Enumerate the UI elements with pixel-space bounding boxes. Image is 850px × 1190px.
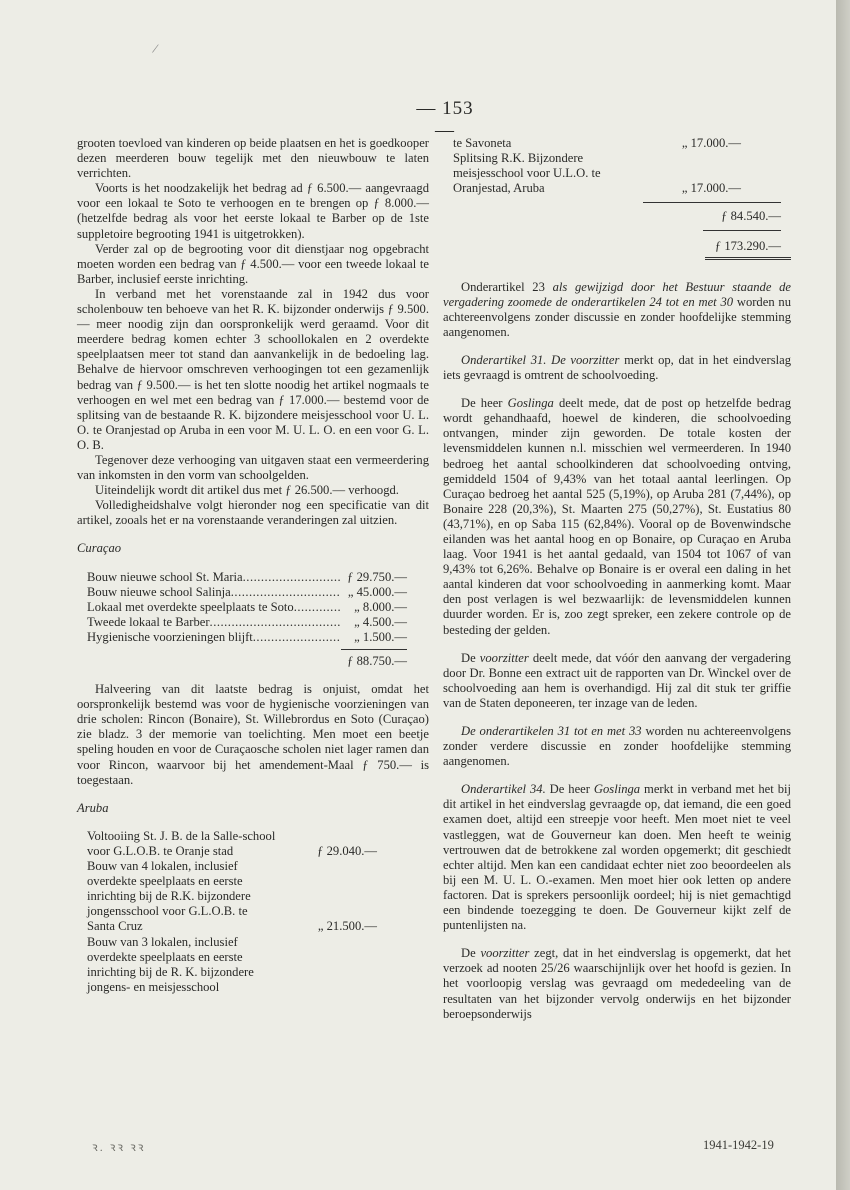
list-item: Voltooiing St. J. B. de la Salle-school voor G.L.O.B. te Oranje stad ƒ 29.040.— (87, 828, 377, 858)
list-item: Bouw nieuwe school St. Maria ..... ƒ 29.750.— (87, 570, 407, 585)
list-item: te Savoneta „ 17.000.— (453, 136, 741, 150)
sum-rule (643, 202, 781, 203)
paragraph: Tegenover deze verhooging van uitgaven staat een vermeerdering van inkomsten in den vorm van schoolgelden. (77, 452, 429, 483)
aruba-subtotal: ƒ 84.540.— (721, 209, 781, 224)
list-item: Lokaal met overdekte speelplaats te Soto ..... „ 8.000.— (87, 600, 407, 615)
pencil-mark: / (150, 41, 160, 58)
list-item: Bouw van 3 lokalen, inclusief overdekte speelplaats en eerste inrichting bij de R. K. bijzondere jongens- en meisjesschool (87, 934, 254, 994)
footer-reference: 1941-1942-19 (703, 1138, 774, 1152)
footer-stamp: ꝛ. ꝛꝛ ꝛꝛ (92, 1140, 146, 1154)
paragraph: De heer Goslinga deelt mede, dat de post op hetzelfde bedrag wordt gehandhaafd, hoewel de kinderen, die schoolvoeding ontvangen, minder zijn geworden. De totale kosten der levensmiddelen kunnen n.l. misschien wel vermeerderen. In 1940 bedroeg het aantal schoolkinderen dat schoolvoeding ontving, gemiddeld 1504 of 9,43% van het totaal aantal leerlingen. Op Curaçao bedroeg het aantal 525 (5,19%), op Aruba 281 (7,44%), op Bonaire 228 (20,3%), St. Maarten 275 (50,27%), St. Eustatius 80 (43,71%), en op Saba 115 (62,84%). Vooral op de Bovenwindsche eilanden was het aantal hoog en op Bonaire, op Curaçao en Aruba laag. Voor 1941 is het aantal gedaald, van 1504 tot 1067 of van 9,43% tot 6,26%. Behalve op Bonaire is er overal een daling in het aantal kinderen dat voor schoolvoeding in aanmerking komt. Maar den post verlagen is wel bezwaarlijk: de levensmiddelen kunnen duurder worden. Er is, zoo zegt spreker, een zekere controle op de besteding der gelden. (443, 396, 792, 637)
curacao-total: ƒ 88.750.— (347, 654, 407, 668)
aruba-list-continued (453, 136, 741, 196)
section-heading-aruba: Aruba (77, 800, 109, 815)
paragraph: De voorzitter zegt, dat in het eindverslag is opgemerkt, dat het verzoek ad nooten 25/26 waarschijnlijk over het hoofd is gezien. In het voorloopig verslag was gevraagd om mededeeling van de resultaten van het bijzonder vervolg onderwijs en het bijzonder beroepsonderwijs (443, 946, 791, 1021)
list-item: Hygienische voorzieningen blijft ..... „ 1.500.— (87, 630, 407, 645)
paragraph: grooten toevloed van kinderen op beide plaatsen en het is goedkooper dezen meerderen bouw tegelijk met den nieuwbouw te laten verrichten. (77, 136, 429, 181)
paragraph: Uiteindelijk wordt dit artikel dus met ƒ 26.500.— verhoogd. (95, 483, 399, 498)
list-item: Bouw nieuwe school Salinja ..... „ 45.000.— (87, 585, 407, 600)
list-item: Tweede lokaal te Barber ..... „ 4.500.— (87, 615, 407, 630)
paragraph: Verder zal op de begrooting voor dit dienstjaar nog opgebracht moeten worden een bedrag van ƒ 4.500.— voor een tweede lokaal te Barber, inclusief eerste inrichting. (77, 241, 429, 286)
paragraph: Volledigheidshalve volgt hieronder nog een specificatie van dit artikel, zooals het er na vorenstaande veranderingen zal uitzien. (77, 498, 429, 528)
paragraph: Voorts is het noodzakelijk het bedrag ad ƒ 6.500.— aangevraagd voor een lokaal te Soto te verhoogen en te brengen op ƒ 8.000.— (hetzelfde bedrag als voor het eerste lokaal te Barber op de 1ste suppletoire begrooting 1941 is uitgetrokken). (77, 181, 429, 241)
paragraph: Halveering van dit laatste bedrag is onjuist, omdat het oorspronkelijk bestemd was voor de hygienische voorzieningen van drie scholen: Rincon (Bonaire), St. Willebrordus en Soto (Curaçao) zie bladz. 3 der memorie van toelichting. Men moet een beetje speling houden en voor de Curaçaosche scholen niet lager ramen dan voor Rincon, waarvoor bij het amendement-Maal ƒ 750.— is toegestaan. (77, 682, 429, 787)
scan-edge (836, 0, 850, 1190)
paragraph: De onderartikelen 31 tot en met 33 worden nu achtereenvolgens zonder verdere discussie en zonder hoofdelijke stemming aangenomen. (443, 724, 791, 769)
sum-rule (703, 230, 781, 231)
aruba-list (87, 829, 377, 995)
paragraph: De voorzitter deelt mede, dat vóór den aanvang der vergadering door Dr. Bonne een extract uit de rapporten van Dr. Winckel over de schoolvoeding aan hem is overhandigd. Hij zal dit stuk ter griffie van de Staten deponeeren, ter inzage van de leden. (443, 650, 791, 710)
section-heading-curacao: Curaçao (77, 541, 122, 556)
sum-rule (341, 649, 407, 650)
paragraph: In verband met het vorenstaande zal in 1942 dus voor scholenbouw ten behoeve van het R. K. bijzonder onderwijs ƒ 9.500.— meer noodig zijn dan oorspronkelijk werd geraamd. Voor dit meerdere bedrag komen echter 3 schoollokalen en 2 overdekte speelplaatsen meer tot stand dan aanvankelijk in de bedoeling lag. Behalve de hiervoor omschreven verhoogingen tot een gezamenlijk bedrag van ƒ 9.500.— is het ten slotte noodig het artikel nogmaals te verhoogen en wel met een bedrag van ƒ 17.000.— bestemd voor de splitsing van de bestaande R. K. bijzondere meisjesschool voor U. L. O. te Oranjestad op Aruba in een voor M. U. L. O. en een voor G. L. O. B. (77, 286, 429, 452)
paragraph: Onderartikel 34. De heer Goslinga merkt in verband met het bij dit artikel in het eindverslag gevraagde op, dat iemand, die een goed examen doet, altijd een streepje voor heeft. Men moet niet te veel vastleggen, wat de Gouverneur kan doen. Men heeft te weinig vertrouwen dat de betrokkene zal worden opgemerkt; dit geschiedt echter altijd. Men kan een candidaat echter niet zoo beoordeelen als bij een M. U. L. O.-examen. Men moet hier ook letten op andere factoren. Dat is sprekers persoonlijk oordeel; hij is niet gemachtigd een bindende toezegging te doen. De Gouverneur kijkt zelf de puntenlijsten na. (443, 782, 791, 933)
left-column (77, 136, 429, 995)
right-column (443, 136, 791, 1022)
page-number: — 153 — (416, 98, 474, 141)
grand-total: ƒ 173.290.— (714, 239, 781, 254)
paragraph: Onderartikel 23 als gewijzigd door het Bestuur staande de vergadering zoomede de onderartikelen 24 tot en met 30 worden nu achtereenvolgens zonder discussie en zonder hoofdelijke stemming aangenomen. (443, 279, 791, 339)
list-item: Splitsing R.K. Bijzondere meisjesschool voor U.L.O. te Oranjestad, Aruba „ 17.000.— (453, 151, 741, 196)
paragraph: Onderartikel 31. De voorzitter merkt op, dat in het eindverslag iets gevraagd is omtrent de schoolvoeding. (443, 352, 792, 383)
list-item: Bouw van 4 lokalen, inclusief overdekte speelplaats en eerste inrichting bij de R.K. bijzondere jongensschool voor G.L.O.B. te Santa Cruz „ 21.500.— (87, 859, 377, 934)
curacao-list (87, 570, 407, 670)
